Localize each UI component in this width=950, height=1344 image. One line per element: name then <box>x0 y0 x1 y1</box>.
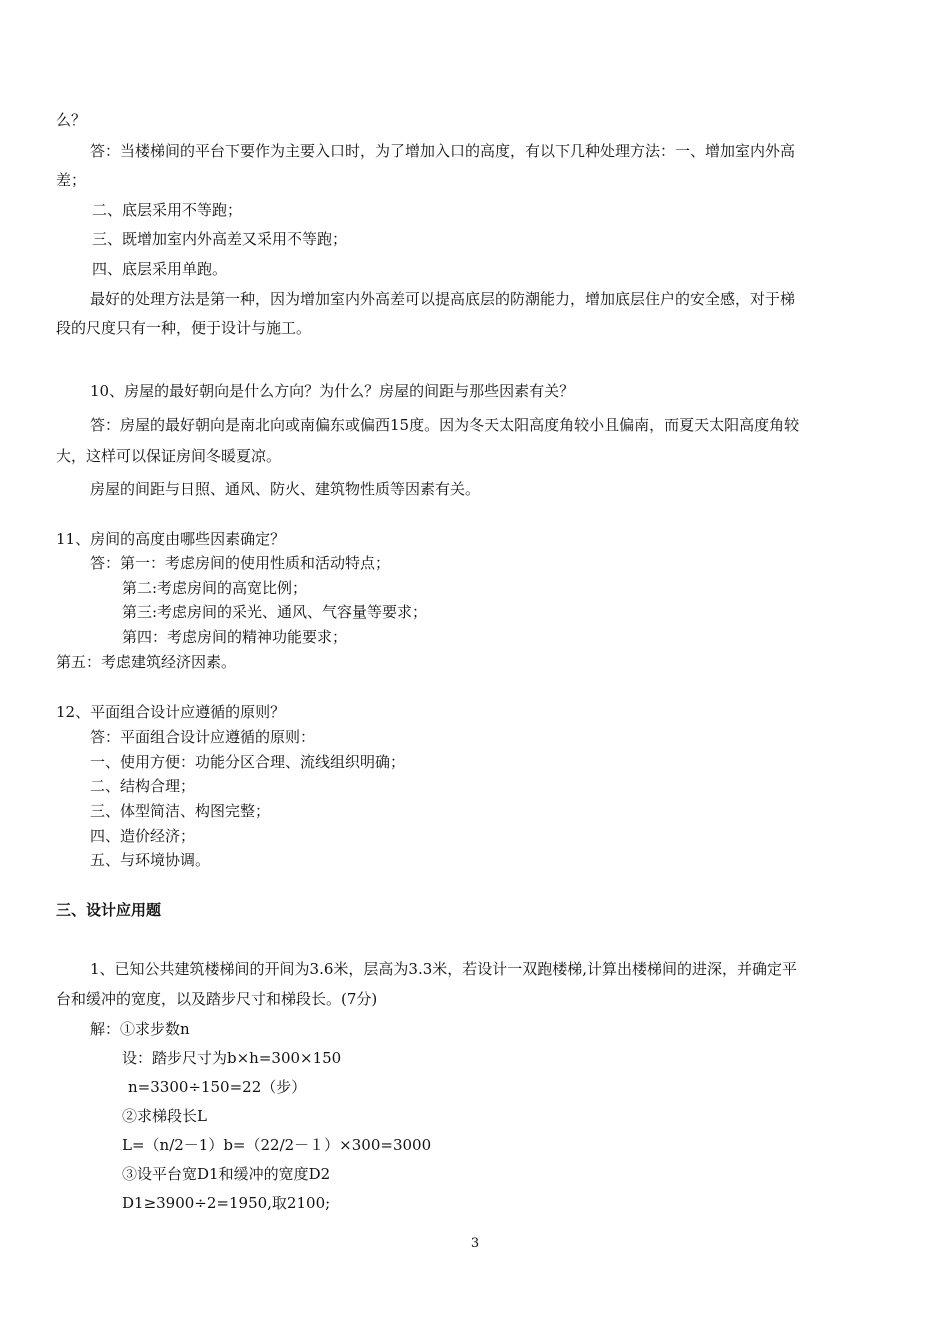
s3-solution-6: ③设平台宽D1和缓冲的宽度D2 <box>122 1165 331 1183</box>
q9-best-line-1: 最好的处理方法是第一种，因为增加室内外高差可以提高底层的防潮能力，增加底层住户的安全感，对于梯 <box>90 290 796 308</box>
q9-line-0: 么？ <box>56 111 87 129</box>
q9-best-line-2: 段的尺度只有一种，便于设计与施工。 <box>56 319 312 337</box>
q10-answer-line-3: 房屋的间距与日照、通风、防火、建筑物性质等因素有关。 <box>90 480 481 498</box>
s3-solution-2: 设：踏步尺寸为b×h=300×150 <box>122 1049 342 1067</box>
q11-answer-2: 第二:考虑房间的高宽比例； <box>122 579 308 597</box>
q11-answer-4: 第四：考虑房间的精神功能要求； <box>122 628 348 646</box>
q10-answer-line-1: 答：房屋的最好朝向是南北向或南偏东或偏西15度。因为冬天太阳高度角较小且偏南，而夏天太阳高度角较 <box>90 416 800 434</box>
s3-problem-line-2: 台和缓冲的宽度，以及踏步尺寸和梯段长。(7分) <box>56 990 378 1008</box>
q12-answer-3: 三、体型简洁、构图完整； <box>90 802 271 820</box>
s3-solution-5: L=（n/2－1）b=（22/2－１）×300=3000 <box>122 1136 432 1154</box>
s3-problem-line-1: 1、已知公共建筑楼梯间的开间为3.6米，层高为3.3米，若设计一双跑楼梯,计算出楼梯间的进深，并确定平 <box>90 960 798 978</box>
q9-answer-line-1: 答：当楼梯间的平台下要作为主要入口时，为了增加入口的高度，有以下几种处理方法：一、增加室内外高 <box>90 142 796 160</box>
s3-solution-3: n=3300÷150=22（步） <box>128 1078 307 1096</box>
s3-solution-4: ②求梯段长L <box>122 1107 207 1125</box>
q12-answer-2: 二、结构合理； <box>90 777 196 795</box>
q9-item-4: 四、底层采用单跑。 <box>92 260 228 278</box>
q9-answer-line-2: 差； <box>56 171 87 189</box>
q12-question: 12、平面组合设计应遵循的原则？ <box>56 703 286 721</box>
s3-solution-1: 解：①求步数n <box>90 1020 190 1038</box>
section-3-heading: 三、设计应用题 <box>56 901 162 919</box>
q9-item-2: 二、底层采用不等跑； <box>92 201 243 219</box>
s3-solution-7: D1≥3900÷2=1950,取2100; <box>122 1194 331 1212</box>
q11-answer-3: 第三:考虑房间的采光、通风、气容量等要求； <box>122 603 428 621</box>
q9-item-3: 三、既增加室内外高差又采用不等跑； <box>92 230 348 248</box>
q12-answer-4: 四、造价经济； <box>90 827 196 845</box>
q12-answer-5: 五、与环境协调。 <box>90 851 211 869</box>
q11-answer-5: 第五：考虑建筑经济因素。 <box>56 653 237 671</box>
q10-answer-line-2: 大，这样可以保证房间冬暖夏凉。 <box>56 447 282 465</box>
q12-answer-0: 答：平面组合设计应遵循的原则： <box>90 728 316 746</box>
q12-answer-1: 一、使用方便：功能分区合理、流线组织明确； <box>90 753 406 771</box>
page-number: 3 <box>470 1236 480 1251</box>
q11-answer-1: 答：第一：考虑房间的使用性质和活动特点； <box>90 554 391 572</box>
q10-question: 10、房屋的最好朝向是什么方向？为什么？房屋的间距与那些因素有关？ <box>90 382 575 400</box>
q11-question: 11、房间的高度由哪些因素确定？ <box>56 530 286 548</box>
